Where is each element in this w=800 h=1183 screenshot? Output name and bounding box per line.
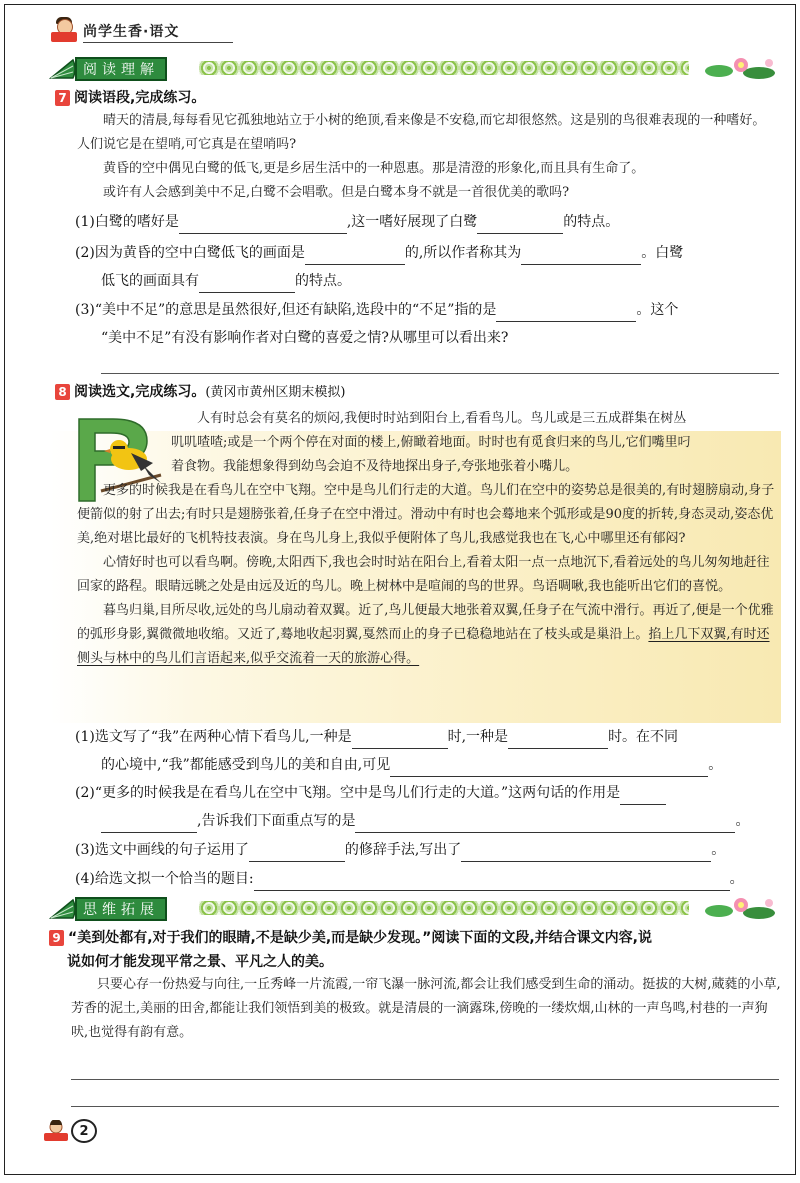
answer-blank[interactable] [254,872,730,891]
q7-sub3-cont [101,326,508,350]
answer-blank[interactable] [461,843,711,862]
q8-sub3-text: (3)选文中画线的句子运用了 [75,842,249,858]
decorative-pattern [199,901,689,915]
q8-sub2 [75,781,666,805]
q7-sub3 [75,298,678,322]
q8-sub1-cont [101,753,722,777]
section-banner-thinking [49,895,779,921]
answer-blank[interactable] [521,246,641,265]
q8-sub2-text: ,告诉我们下面重点写的是 [197,813,356,829]
q8-paragraph-1 [171,407,781,479]
q8-sub1-text: 的心境中,“我”都能感受到鸟儿的美和自由,可见 [101,757,391,773]
answer-blank[interactable] [305,246,405,265]
q7-sub1-text: (1)白鹭的嗜好是 [75,214,179,230]
q8-sub2-cont [101,809,749,833]
q9-title-line: 说如何才能发现平常之景、平凡之人的美。 [67,954,333,970]
q8-sub3 [75,838,725,862]
decorative-pattern [199,61,689,75]
q8-sub4 [75,867,744,891]
q8-title-text: 阅读选文,完成练习。 [74,384,206,400]
q7-title [55,87,205,107]
q8-paragraph: 心情好时也可以看鸟啊。傍晚,太阳西下,我也会时时站在阳台上,看着太阳一点一点地沉下,看着远处的鸟儿匆匆地赶往回家的路程。眼睛远眺之处是由远及近的鸟儿。晚上树林中是喧闹的鸟的世界。鸟语啁啾,我也能听出它们的喜悦。 [77,555,770,594]
lotus-flower-icon [689,895,779,921]
book-title: 尚学生香·语文 [83,24,180,40]
q7-sub1-text: 的特点。 [563,214,620,230]
q9-paragraph: 只要心存一份热爱与向往,一丘秀峰一片流霞,一帘飞瀑一脉河流,都会让我们感受到生命的涌动。挺拔的大树,蒇蕤的小草,芳香的泥土,美丽的田舍,都能让我们领悟到美的极致。就是清晨的一滴露珠,傍晚的一缕炊烟,山林的一声鸟鸣,村巷的一声狗吠,也觉得有韵有意。 [71,977,781,1040]
worksheet-page [4,4,796,1175]
q7-passage [77,109,777,205]
q7-sub2-cont [101,269,351,293]
q8-line: 人有时总会有莫名的烦闷,我便时时站到阳台上,看看鸟儿。鸟儿或是三五成群集在树丛 [197,411,687,426]
q9-number: 9 [49,930,64,946]
q8-sub4-text: (4)给选文拟一个恰当的题目: [75,871,254,887]
q7-sub1-text: ,这一嗜好展现了白鹭 [346,214,478,230]
q7-sub2-text: 的,所以作者称其为 [404,245,522,261]
q7-sub2-text: 低飞的画面具有 [101,273,199,289]
q8-sub4-text: 。 [729,871,744,887]
answer-blank[interactable] [355,814,735,833]
section-banner-reading [49,55,779,81]
q8-sub1-text: (1)选文写了“我”在两种心情下看鸟儿,一种是 [75,729,352,745]
answer-blank[interactable] [508,730,608,749]
q9-title [49,927,652,947]
q8-line: 着食物。我能想象得到幼鸟会迫不及待地探出身子,夸张地张着小嘴儿。 [171,459,579,474]
q7-sub2-text: 的特点。 [295,273,351,289]
q9-title-cont [67,951,333,971]
q7-sub2 [75,241,683,265]
q9-title-line: “美到处都有,对于我们的眼睛,不是缺少美,而是缺少发现。”阅读下面的文段,并结合课文内容,说 [68,930,652,946]
student-reading-icon [43,1120,69,1142]
q8-sub1 [75,725,678,749]
page-number-badge [43,1119,97,1143]
answer-line[interactable] [71,1079,779,1080]
answer-blank[interactable] [179,215,347,234]
answer-blank[interactable] [249,843,345,862]
q8-line: 叽叽喳喳;或是一个两个停在对面的楼上,俯瞰着地面。时时也有觅食归来的鸟儿,它们嘴里叼 [171,435,691,450]
answer-blank[interactable] [390,758,708,777]
q7-sub3-text: 。这个 [636,302,679,318]
student-logo-icon [51,17,77,43]
q7-sub2-text: (2)因为黄昏的空中白鹭低飞的画面是 [75,245,305,261]
fan-icon [49,56,75,80]
q8-sub1-text: 时。在不同 [608,729,679,745]
q7-paragraph: 晴天的清晨,每每看见它孤独地站立于小树的绝顶,看来像是不安稳,而它却很悠然。这是别的鸟很难表现的一种嗜好。人们说它是在望哨,可它真是在望哨吗? [77,113,766,152]
q8-paragraph: 更多的时候我是在看鸟儿在空中飞翔。空中是鸟儿们行走的大道。鸟儿们在空中的姿势总是很美的,有时翅膀扇动,身子便箭似的射了出去;有时只是翅膀张着,任身子在空中滑过。滑动中有时也会蓦地来个弧形或是90度的折转,身态灵动,姿态优美,绝对堪比最好的飞机特技表演。身在鸟儿身上,我似乎便附体了鸟儿,我感觉我也在飞,心中哪里还有郁闷? [77,483,775,546]
q8-sub2-text: 。 [735,813,750,829]
q8-paragraph-text: 暮鸟归巢,目所尽收,远处的鸟儿扇动着双翼。近了,鸟儿便最大地张着双翼,任身子在气流中滑行。再近了,便是一个优雅的弧形身影,翼微微地收缩。又近了,蓦地收起羽翼,戛然而止的身子已稳稳地站在了枝头或是巢沿上。 [77,603,774,642]
page-number: 2 [71,1119,97,1143]
q8-source: (黄冈市黄州区期末模拟) [205,385,346,400]
answer-blank[interactable] [199,274,295,293]
answer-blank[interactable] [477,215,563,234]
q7-paragraph: 黄昏的空中偶见白鹭的低飞,更是乡居生活中的一种恩惠。那是清澄的形象化,而且具有生命了。 [103,161,645,176]
q7-sub3-text: “美中不足”有没有影响作者对白鹭的喜爱之情?从哪里可以看出来? [101,330,509,346]
q8-passage-rest [77,479,781,671]
section-title-thinking: 思维拓展 [75,897,167,921]
answer-blank[interactable] [496,303,636,322]
q7-number: 7 [55,90,70,106]
answer-line[interactable] [71,1106,779,1107]
q8-paragraph [77,599,781,671]
answer-blank[interactable] [620,786,666,805]
q8-sub2-text: (2)“更多的时候我是在看鸟儿在空中飞翔。空中是鸟儿们行走的大道。”这两句话的作用是 [75,785,621,801]
q7-sub2-text: 。白鹭 [641,245,684,261]
q8-title [55,381,345,401]
lotus-flower-icon [689,55,779,81]
q7-title-text: 阅读语段,完成练习。 [74,90,206,106]
section-title-reading: 阅读理解 [75,57,167,81]
answer-blank[interactable] [101,814,197,833]
q9-passage [71,973,781,1045]
q8-sub3-text: 的修辞手法,写出了 [344,842,462,858]
q8-sub3-text: 。 [711,842,726,858]
answer-blank[interactable] [352,730,448,749]
fan-icon [49,896,75,920]
header-rule [83,42,233,43]
q7-paragraph: 或许有人会感到美中不足,白鹭不会唱歌。但是白鹭本身不就是一首很优美的歌吗? [103,185,570,200]
q8-sub1-text: 时,一种是 [447,729,509,745]
q7-sub3-text: (3)“美中不足”的意思是虽然很好,但还有缺陷,选段中的“不足”指的是 [75,302,497,318]
book-header [51,13,179,43]
q8-number: 8 [55,384,70,400]
answer-line[interactable] [101,373,779,374]
q7-sub1 [75,210,619,234]
q8-sub1-text: 。 [708,757,723,773]
underlined-sentence: 掐上几下双翼,有时还侧头与林中的鸟儿们言语起来,似乎交流着一天的旅游心得。 [77,627,770,666]
